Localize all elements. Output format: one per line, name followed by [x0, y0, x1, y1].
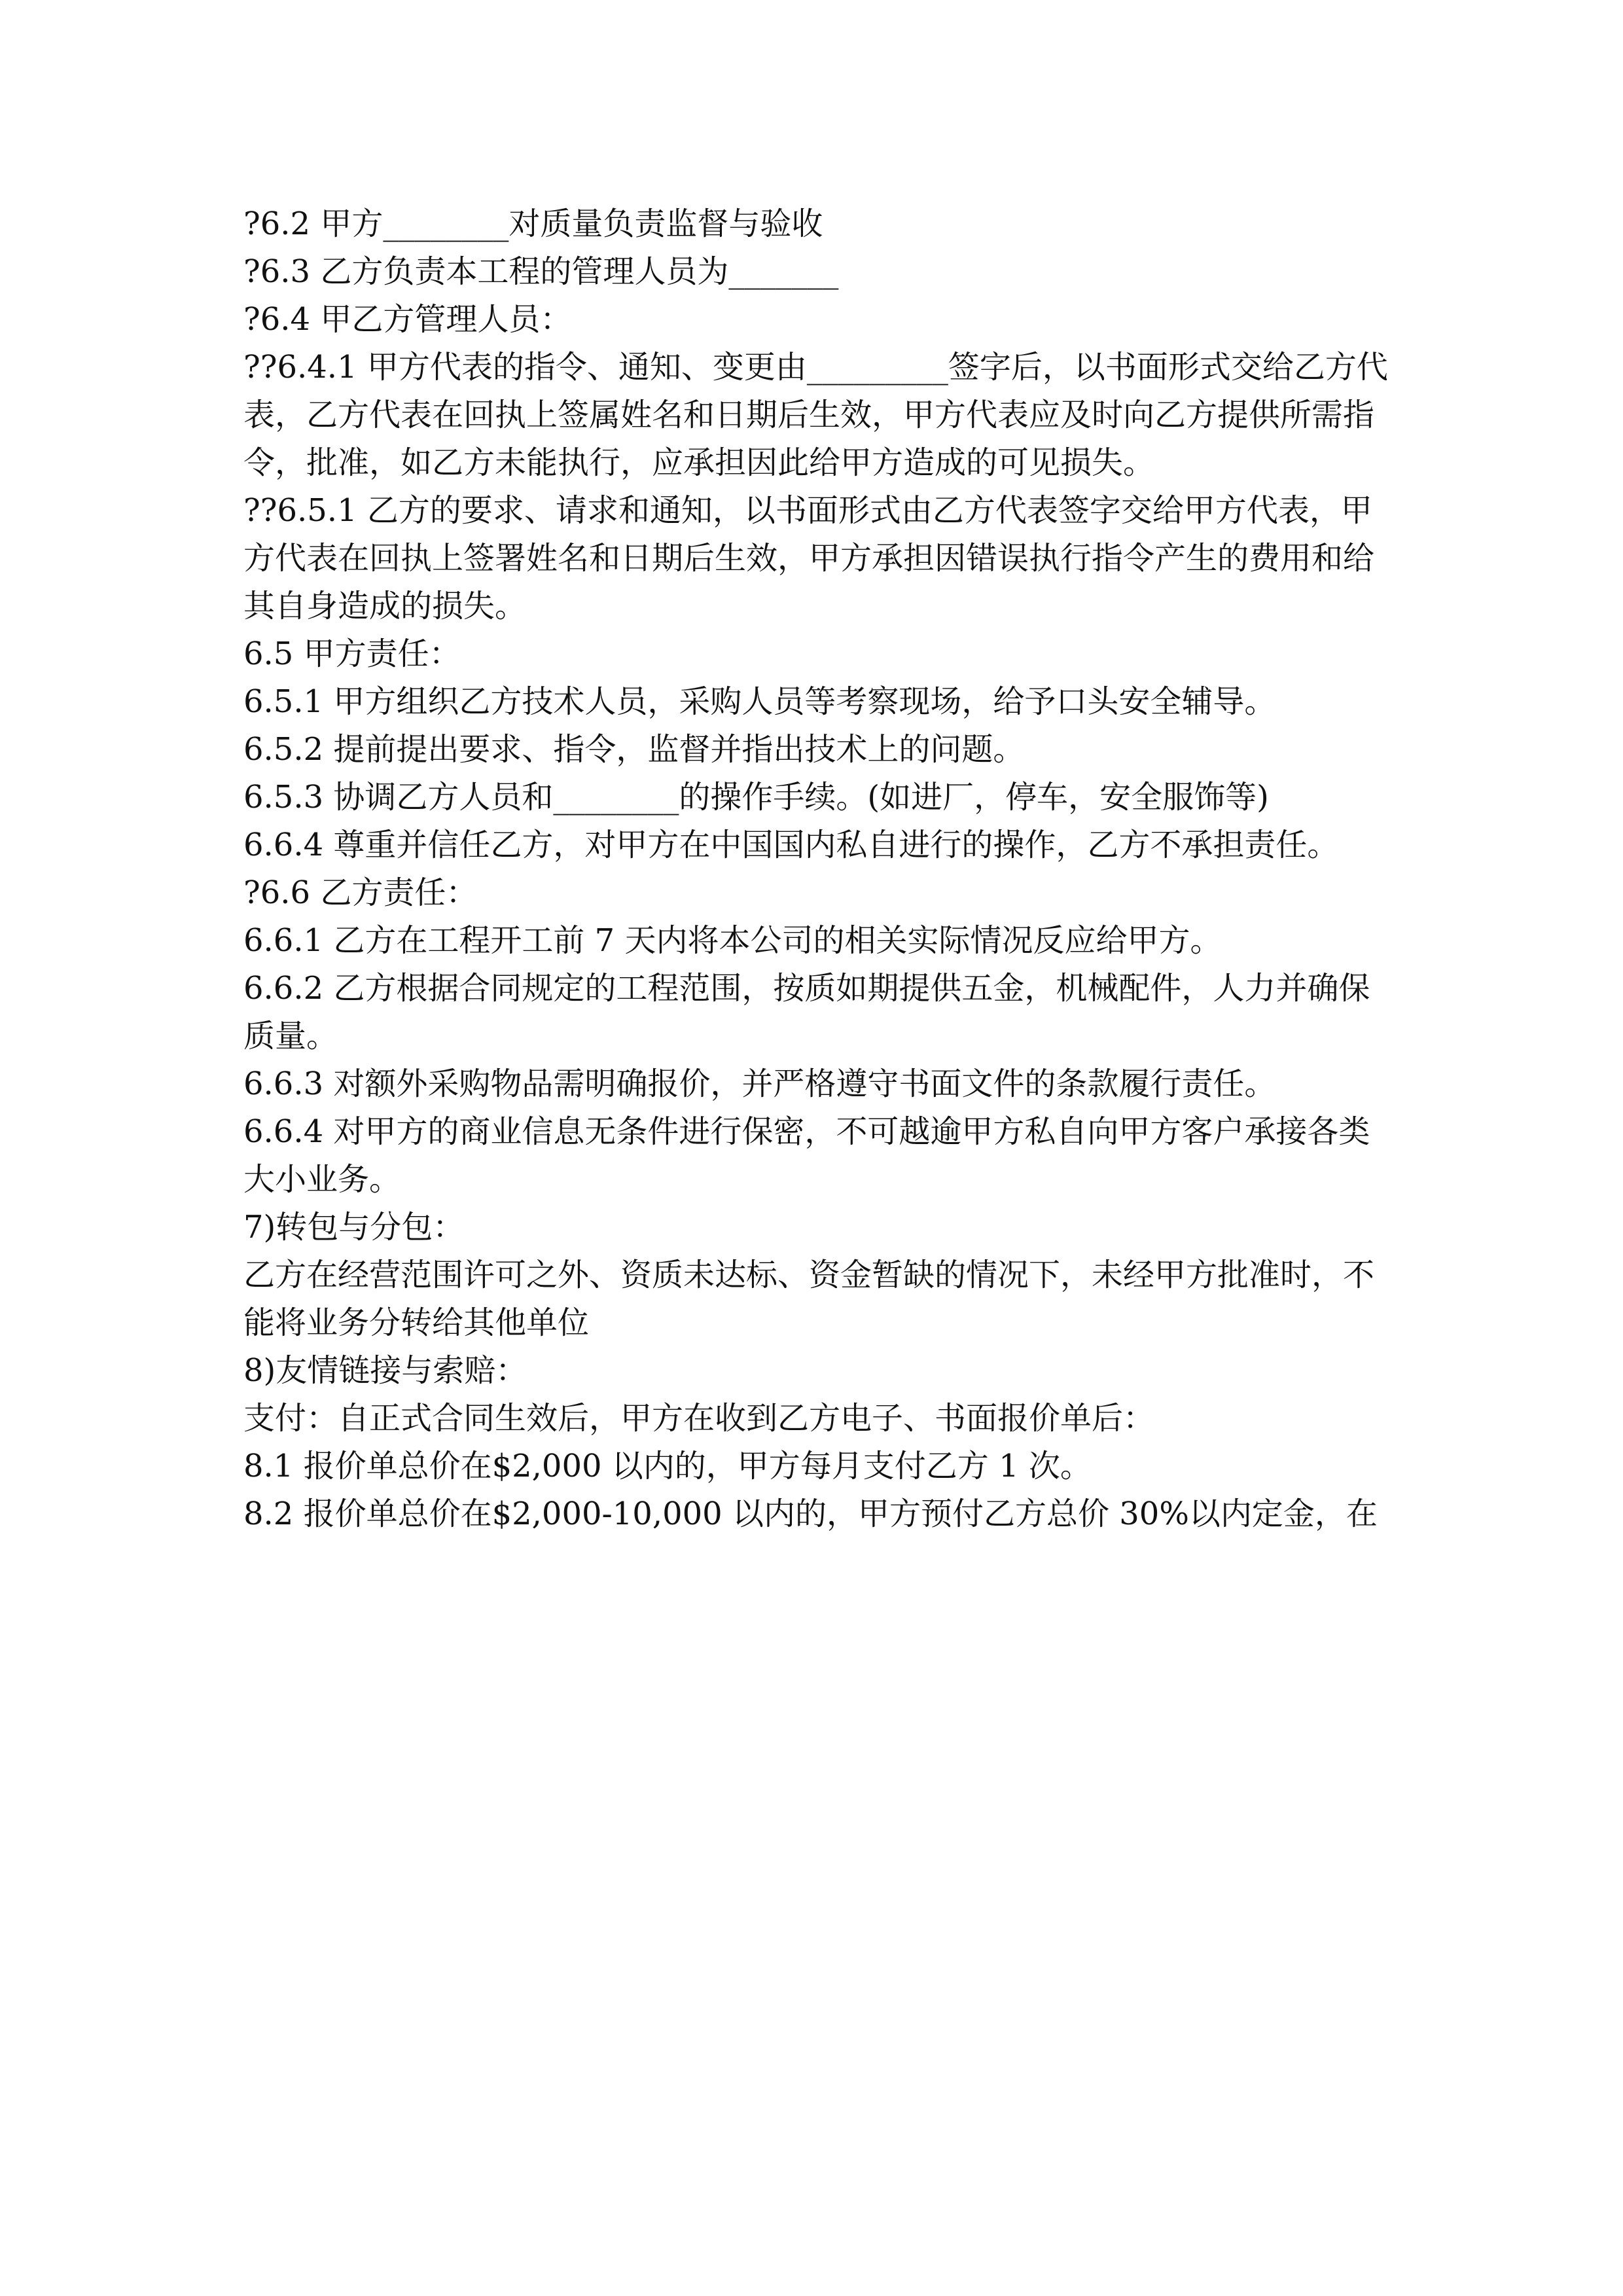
clause-6-6-1: 6.6.1 乙方在工程开工前 7 天内将本公司的相关实际情况反应给甲方。	[243, 922, 1222, 959]
document-body	[243, 200, 1395, 1538]
section-8-heading: 8)友情链接与索赔：	[243, 1352, 527, 1389]
section-7-heading: 7)转包与分包：	[243, 1209, 465, 1246]
clause-6-5-heading: 6.5 甲方责任：	[243, 636, 461, 672]
clause-6-5-3: 6.5.3 协调乙方人员和________的操作手续。(如进厂，停车，安全服饰等)	[243, 779, 1269, 816]
clause-6-6-4-b: 6.6.4 对甲方的商业信息无条件进行保密，不可越逾甲方私自向甲方客户承接各类大小业务。	[243, 1113, 1370, 1198]
clause-6-6-heading: ?6.6 乙方责任：	[243, 874, 478, 911]
clause-6-5-1-a: ??6.5.1 乙方的要求、请求和通知，以书面形式由乙方代表签字交给甲方代表，甲方代表在回执上签署姓名和日期后生效，甲方承担因错误执行指令产生的费用和给其自身造成的损失。	[243, 492, 1375, 624]
clause-6-5-1-b: 6.5.1 甲方组织乙方技术人员，采购人员等考察现场，给予口头安全辅导。	[243, 683, 1276, 720]
clause-8-2: 8.2 报价单总价在$2,000-10,000 以内的，甲方预付乙方总价 30%以内定金，在	[243, 1496, 1378, 1532]
payment-intro: 支付：自正式合同生效后，甲方在收到乙方电子、书面报价单后：	[243, 1400, 1155, 1437]
clause-6-6-3: 6.6.3 对额外采购物品需明确报价，并严格遵守书面文件的条款履行责任。	[243, 1066, 1276, 1102]
clause-6-6-2: 6.6.2 乙方根据合同规定的工程范围，按质如期提供五金，机械配件，人力并确保质量。	[243, 970, 1370, 1054]
clause-6-4-1: ??6.4.1 甲方代表的指令、通知、变更由_________签字后，以书面形式交给乙方代表，乙方代表在回执上签属姓名和日期后生效，甲方代表应及时向乙方提供所需指令，批准，如乙方未能执行，应承担因此给甲方造成的可见损失。	[243, 349, 1388, 481]
section-7-text-continued: 能将业务分转给其他单位	[243, 1304, 590, 1341]
clause-6-2: ?6.2 甲方________对质量负责监督与验收	[243, 206, 823, 242]
clause-6-5-2: 6.5.2 提前提出要求、指令，监督并指出技术上的问题。	[243, 731, 1025, 768]
clause-6-6-4-a: 6.6.4 尊重并信任乙方，对甲方在中国国内私自进行的操作，乙方不承担责任。	[243, 827, 1339, 863]
section-7-text: 乙方在经营范围许可之外、资质未达标、资金暂缺的情况下，未经甲方批准时，不	[243, 1257, 1375, 1293]
clause-6-3: ?6.3 乙方负责本工程的管理人员为_______	[243, 253, 839, 290]
clause-8-1: 8.1 报价单总价在$2,000 以内的，甲方每月支付乙方 1 次。	[243, 1448, 1092, 1484]
clause-6-4: ?6.4 甲乙方管理人员：	[243, 301, 572, 338]
